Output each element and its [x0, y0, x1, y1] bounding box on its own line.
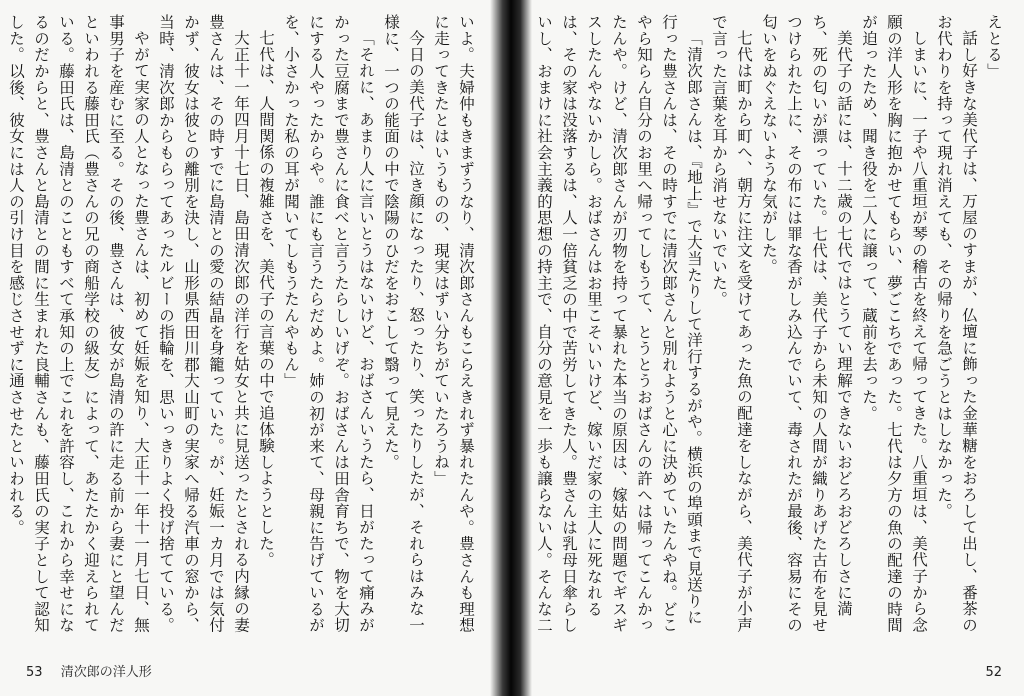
page-number: 52: [985, 665, 1002, 680]
book-gutter-shadow: [490, 0, 532, 696]
left-page-folio: [26, 661, 152, 680]
running-title: 清次郎の洋人形: [60, 665, 152, 680]
paragraph: 「それに、あまり人に言いとうはないけど、おばさんいうたら、日がたって痛みがかった豆腐まで豊さんに食べと言うたらしいげぞ。おばさんは田舎育ちで、物を大切にする人やったからや。誰にも言うたらだめよ。姉の初が来て、母親に告げているがを、小さかった私の耳が聞いてしもうたんやもん」: [282, 14, 375, 634]
paragraph: 七代は町から町へ、朝方に注文を受けてあった魚の配達をしながら、美代子が小声で言った言葉を耳から消せないでいた。: [710, 14, 753, 633]
paragraph: 美代子の話には、十二歳の七代ではとうてい理解できないおどろおどろしさに満ち、死の匂いが漂っていた。七代は、美代子から未知の人間が織りあげた古布を見せつけられた上に、その布には罪な香がしみ込んでいて、毒されたが最後、容易にその匂いをぬぐえないような気がした。: [760, 14, 853, 634]
paragraph: やがて実家の人となった豊さんは、初めて妊娠を知り、大正十一年十一月七日、無事男子を産むに至る。その後、豊さんは、彼女が島清の許に走る前から妻にと望んだといわれる藤田氏（豊さんの兄の商船学校の級友）によって、あたたかく迎えられている。藤田氏は、島清とのこともすべて承知の上でこれを許容し、これから幸せになるのだからと、豊さんと島清との間に生まれた良輔さんも、藤田氏の実子として認知した。以後、彼女には人の引け目を感じさせずに通させたといわれる。: [7, 14, 150, 634]
page-number: 53: [26, 665, 43, 680]
paragraph: 大正十一年四月十七日、島田清次郎の洋行を姑女と共に見送ったとされる内縁の妻豊さんは、その時すでに島清との愛の結晶を身籠っていた。が、妊娠一カ月では気付かず、彼女は彼との離別を決し、山形県西田川郡大山町の実家へ帰る汽車の窓から、当時、清次郎からもらってあったルビーの指輪を、思いっきりよく投げ捨てている。: [157, 14, 250, 634]
paragraph: いよ。夫婦仲もきまずうなり、清次郎さんもこらえきれず暴れたんや。豊さんも理想に走ってきたとはいうものの、現実はずい分ちがていたろうね」: [432, 14, 475, 634]
paragraph: えとる」: [985, 14, 1003, 80]
paragraph: 七代は、人間関係の複雑さを、美代子の言葉の中で追体験しようとした。: [257, 29, 275, 568]
paragraph: [0, 14, 3, 634]
right-page: [516, 0, 1024, 696]
left-page-text-column: [7, 14, 478, 634]
paragraph: しまいに、一子や八重垣が琴の稽古を終えて帰ってきた。八重垣は、美代子から念願の洋人形を胸に抱かせてもらい、夢ごこちであった。七代は夕方の魚の配達の時間が迫ったため、聞き役を二人に譲って、蔵前を去った。: [860, 14, 928, 634]
right-page-text-column: [534, 14, 1006, 634]
paragraph: 「清次郎さんは、『地上』で大当たりして洋行するがや。横浜の埠頭まで見送りに行った豊さんは、その時すでに清次郎さんと別れようと心に決めていたんやね。どこやら知らん自分のお里へ帰ってしもうて、とうとうおばさんの許へは帰ってこんかったんや。けど、清次郎さんが刃物を持って暴れた本当の原因は、嫁姑の問題でギスギスしたんやないかしら。おばさんはお里こそいいけど、嫁いだ家の主人に死なれるは、その家は没落するは、人一倍貧乏の中で苦労してきた人。豊さんは乳母日傘らしいし、おまけに社会主義的思想の持主で、自分の意見を一歩も譲らない人。そんな二: [535, 14, 703, 634]
paragraph: 今日の美代子は、泣き顔になったり、怒ったり、笑ったりしたが、それらはみな一様に、一つの能面の中で陰陽のひだをおこして翳って見えた。: [382, 14, 425, 633]
right-page-folio: [985, 665, 1002, 680]
paragraph: 話し好きな美代子は、万屋のすまが、仏壇に飾った金華糖をおろして出し、番茶のお代わりを持って現れ消えても、その帰りを急ごうとはしなかった。: [935, 14, 978, 633]
left-page: [0, 0, 504, 696]
